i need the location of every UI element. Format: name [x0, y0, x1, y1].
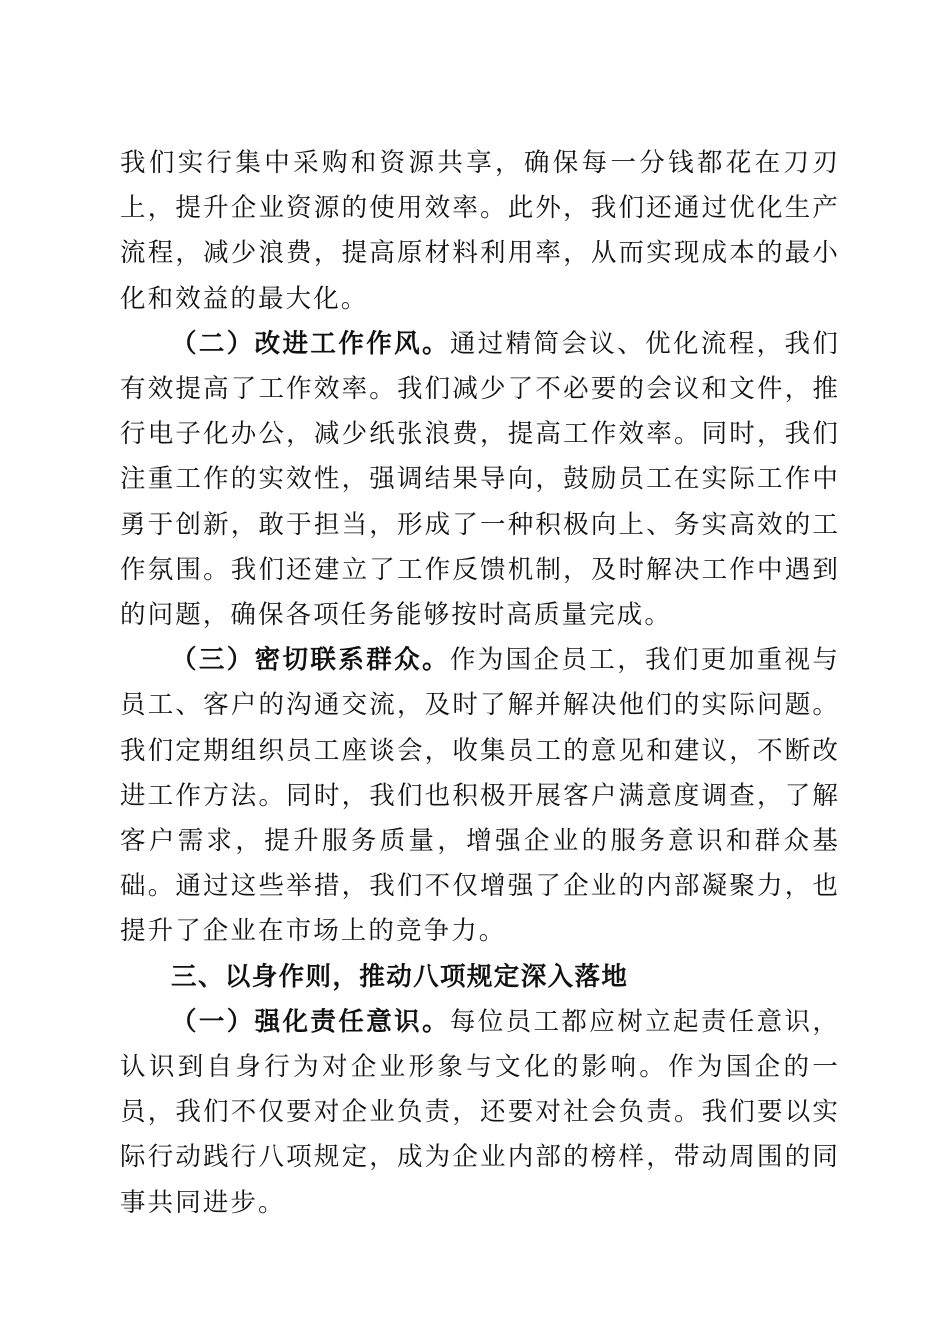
- paragraph-connect-masses-text: 作为国企员工，我们更加重视与员工、客户的沟通交流，及时了解并解决他们的实际问题。我们定期组织员工座谈会，收集员工的意见和建议，不断改进工作方法。同时，我们也积极开展客户满意度调查，了解客户需求，提升服务质量，增强企业的服务意识和群众基础。通过这些举措，我们不仅增强了企业的内部凝聚力，也提升了企业在市场上的竞争力。: [120, 645, 840, 947]
- paragraph-connect-masses-lead: （三）密切联系群众。: [171, 645, 450, 676]
- document-body: [120, 141, 840, 1226]
- paragraph-work-style-text: 通过精简会议、优化流程，我们有效提高了工作效率。我们减少了不必要的会议和文件，推行电子化办公，减少纸张浪费，提高工作效率。同时，我们注重工作的实效性，强调结果导向，鼓励员工在实际工作中勇于创新，敢于担当，形成了一种积极向上、务实高效的工作氛围。我们还建立了工作反馈机制，及时解决工作中遇到的问题，确保各项任务能够按时高质量完成。: [120, 328, 840, 631]
- paragraph-work-style-lead: （二）改进工作作风。: [171, 328, 450, 359]
- paragraph-cost-control: 我们实行集中采购和资源共享，确保每一分钱都花在刀刃上，提升企业资源的使用效率。此外，我们还通过优化生产流程，减少浪费，提高原材料利用率，从而实现成本的最小化和效益的最大化。: [120, 148, 840, 314]
- paragraph-responsibility: [120, 1000, 840, 1226]
- paragraph-responsibility-text: 每位员工都应树立起责任意识，认识到自身行为对企业形象与文化的影响。作为国企的一员，我们不仅要对企业负责，还要对社会负责。我们要以实际行动践行八项规定，成为企业内部的榜样，带动周围的同事共同进步。: [120, 1006, 840, 1218]
- paragraph-work-style: [120, 322, 840, 638]
- section-heading-three: 三、以身作则，推动八项规定深入落地: [171, 961, 629, 992]
- paragraph-connect-masses: [120, 638, 840, 954]
- paragraph-responsibility-lead: （一）强化责任意识。: [171, 1006, 450, 1037]
